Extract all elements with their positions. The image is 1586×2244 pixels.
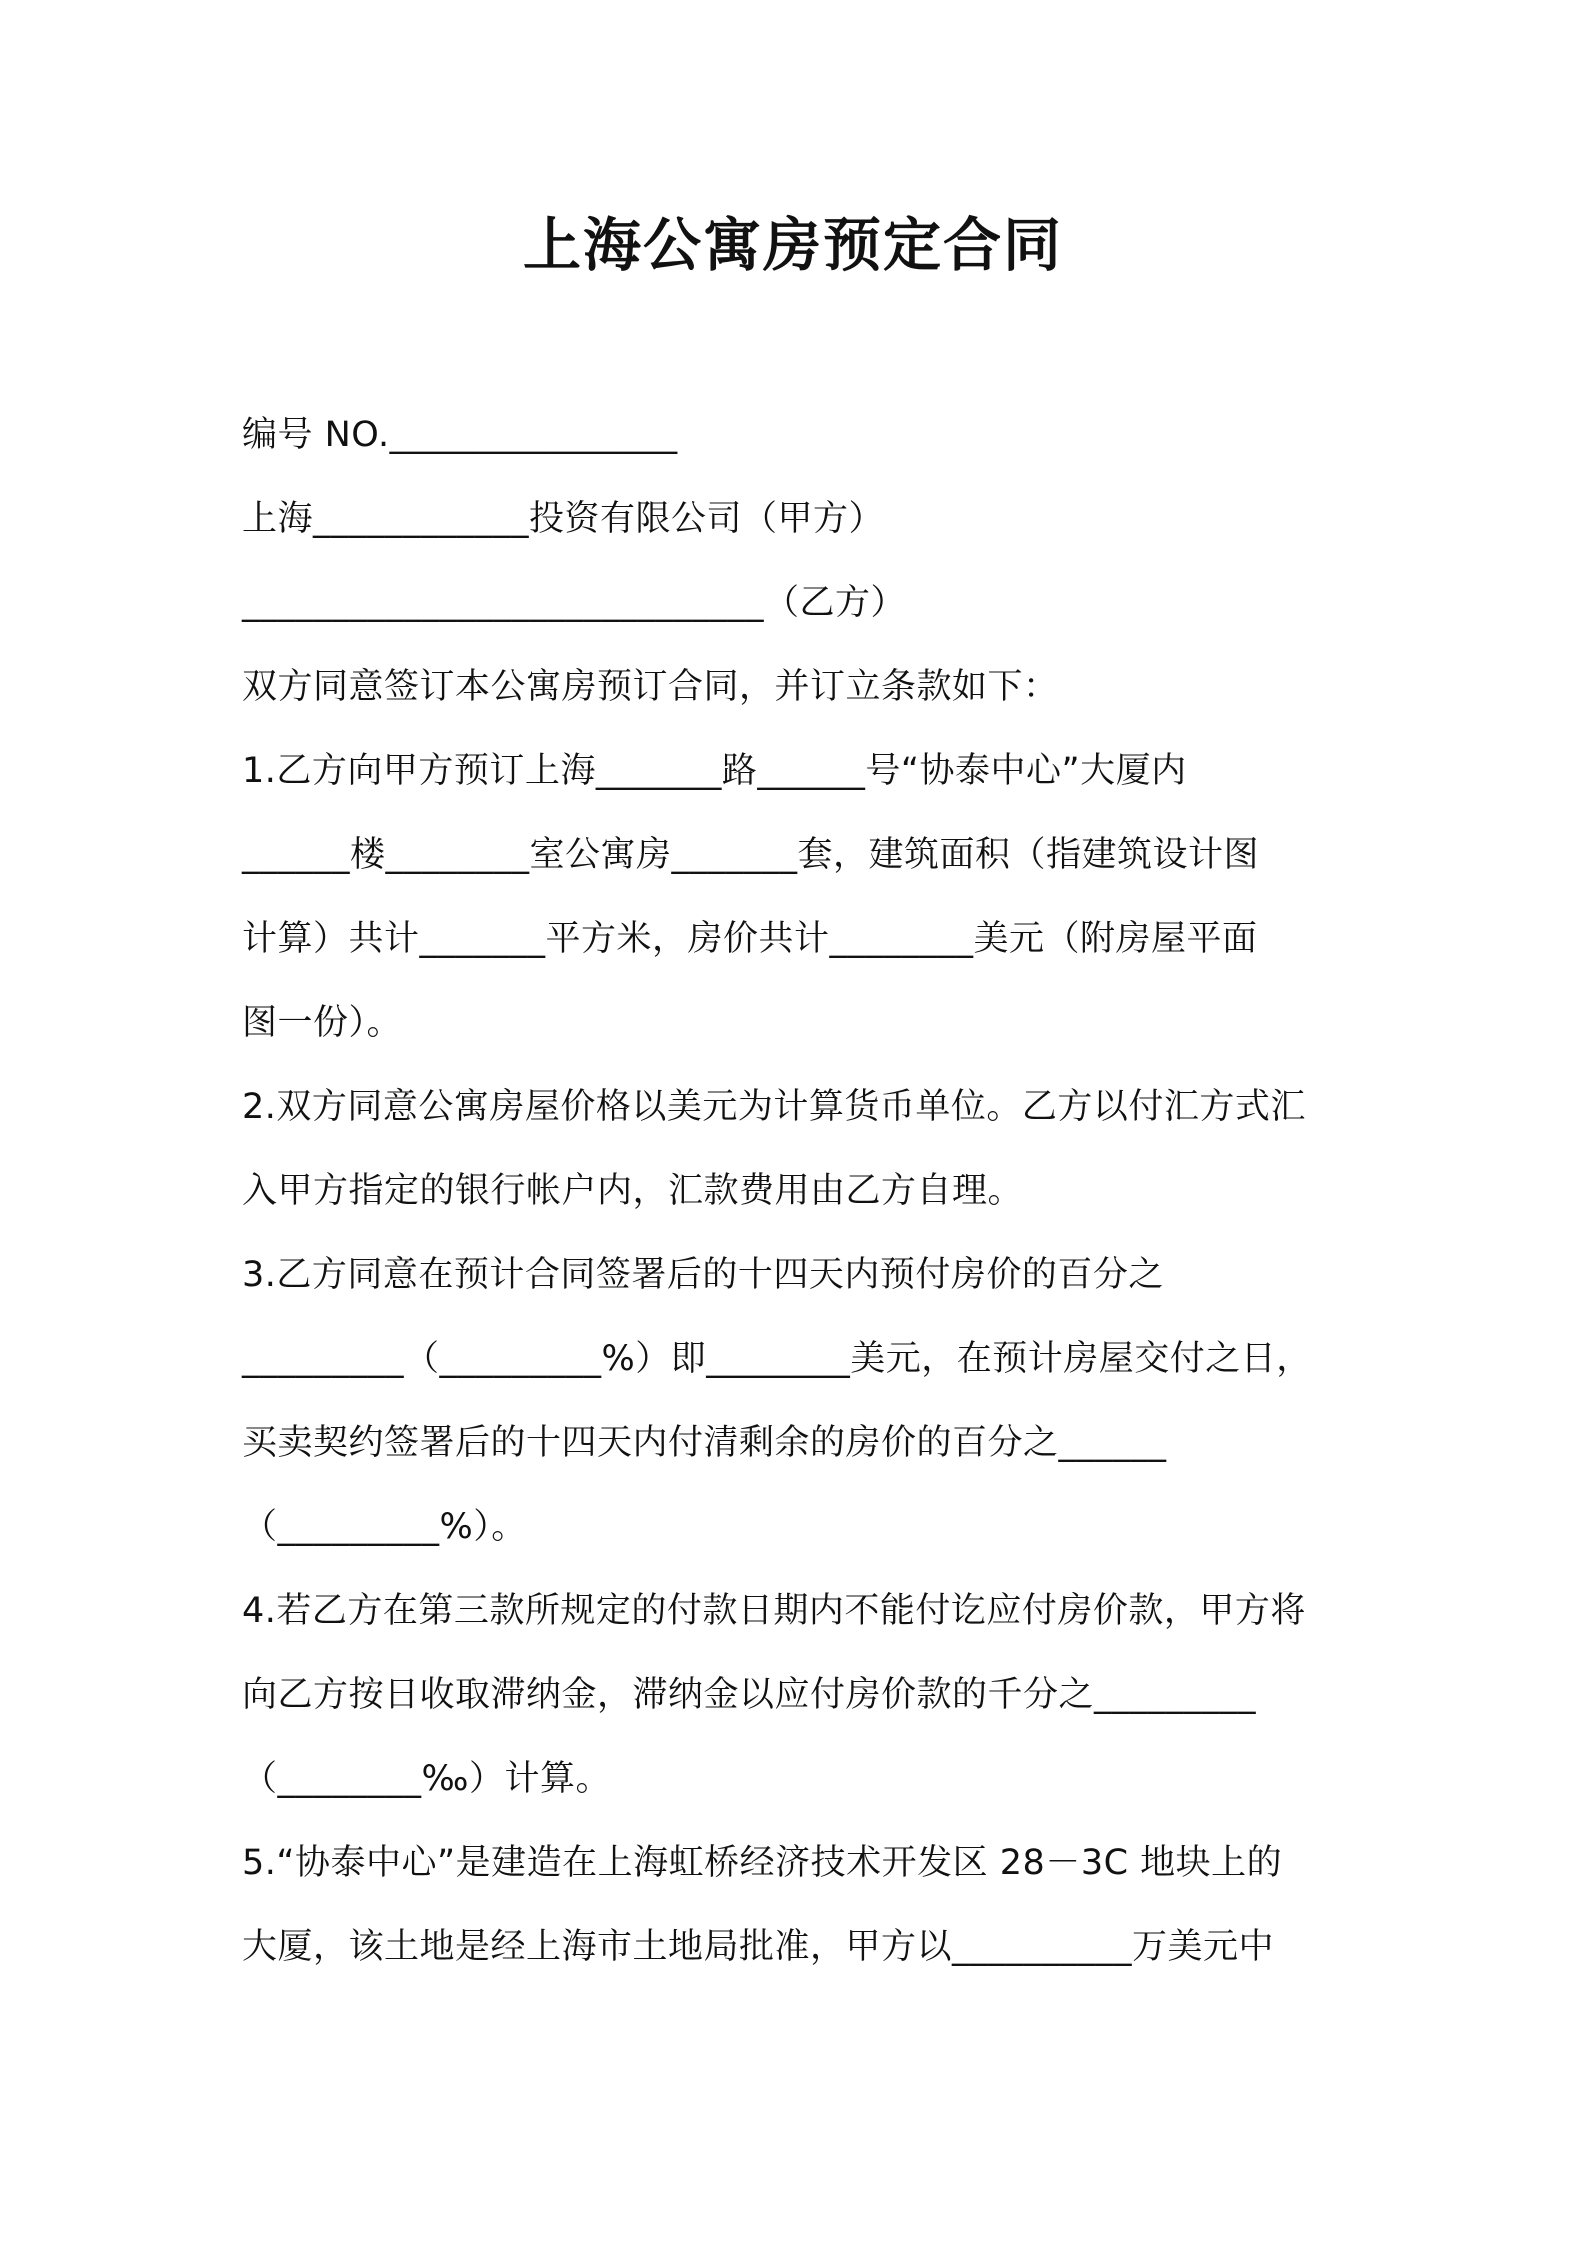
clause-1-line-1: 1.乙方向甲方预订上海_______路______号“协泰中心”大厦内 bbox=[242, 751, 1187, 791]
clause-2-line-1: 2.双方同意公寓房屋价格以美元为计算货币单位。乙方以付汇方式汇 bbox=[242, 1087, 1306, 1127]
contract-title: 上海公寓房预定合同 bbox=[522, 211, 1063, 279]
clause-3-line-1: 3.乙方同意在预计合同签署后的十四天内预付房价的百分之 bbox=[242, 1255, 1164, 1295]
clause-5-line-2: 大厦，该土地是经上海市土地局批准，甲方以__________万美元中 bbox=[242, 1927, 1275, 1967]
intro-line: 双方同意签订本公寓房预订合同，并订立条款如下： bbox=[242, 667, 1059, 707]
clause-3-line-3: 买卖契约签署后的十四天内付清剩余的房价的百分之______ bbox=[242, 1423, 1167, 1463]
clause-4-line-3: （________‰）计算。 bbox=[242, 1759, 611, 1799]
clause-1-line-3: 计算）共计_______平方米，房价共计________美元（附房屋平面 bbox=[242, 919, 1258, 959]
clause-3-line-4: （_________%）。 bbox=[242, 1507, 527, 1547]
clause-4-line-1: 4.若乙方在第三款所规定的付款日期内不能付讫应付房价款，甲方将 bbox=[242, 1591, 1306, 1631]
contract-number-line: 编号 NO.________________ bbox=[242, 415, 678, 455]
clause-1-line-4: 图一份）。 bbox=[242, 1003, 403, 1043]
clause-1-line-2: ______楼________室公寓房_______套，建筑面积（指建筑设计图 bbox=[242, 835, 1260, 875]
party-a-line: 上海____________投资有限公司（甲方） bbox=[242, 499, 885, 539]
party-b-line: _____________________________（乙方） bbox=[242, 583, 907, 623]
clause-5-line-1: 5.“协泰中心”是建造在上海虹桥经济技术开发区 28－3C 地块上的 bbox=[242, 1843, 1283, 1883]
clause-4-line-2: 向乙方按日收取滞纳金，滞纳金以应付房价款的千分之_________ bbox=[242, 1675, 1257, 1715]
clause-2-line-2: 入甲方指定的银行帐户内，汇款费用由乙方自理。 bbox=[242, 1171, 1024, 1211]
clause-3-line-2: _________（_________%）即________美元，在预计房屋交付之日， bbox=[242, 1339, 1312, 1379]
